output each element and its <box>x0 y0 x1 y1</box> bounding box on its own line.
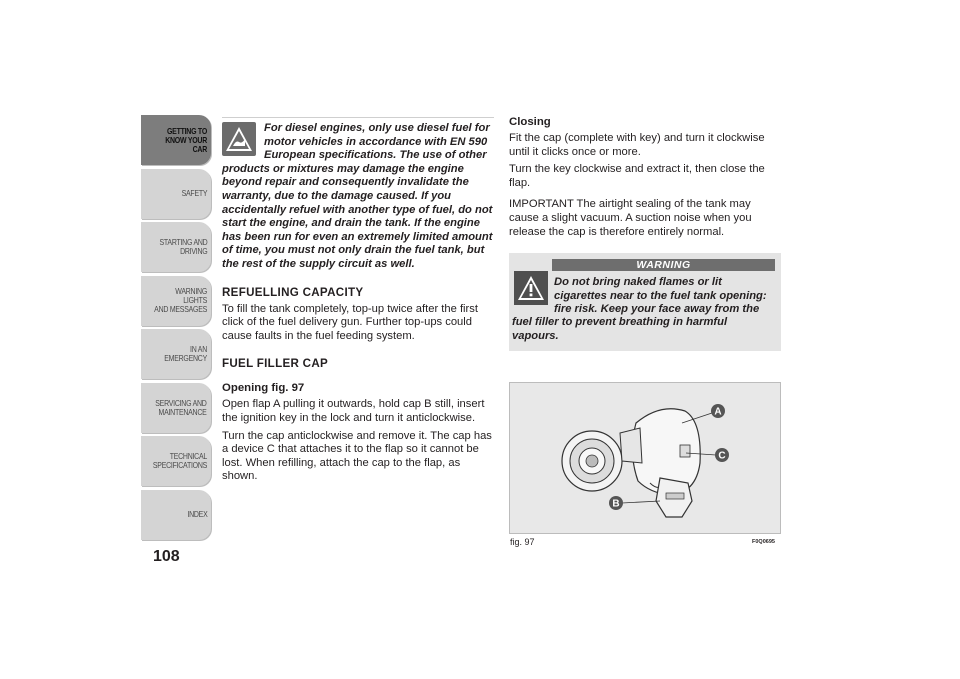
diesel-note: For diesel engines, only use diesel fuel for motor vehicles in accordance with EN 590 European specifications. The use of other products or mixtures may damage the engine beyond repair and consequently invalidate the warranty, due to the damage caused. If you accidentally refuel with another type of fuel, do not start the engine, and drain the tank. If the engine has been run for even an extremely limited amount of time, you must not only drain the fuel tank, but the rest of the supply circuit as well. <box>222 122 493 270</box>
figure-caption: fig. 97 <box>510 537 535 547</box>
page-number: 108 <box>153 548 180 565</box>
tab-safety[interactable]: SAFETY <box>141 169 211 219</box>
opening-heading: Opening fig. 97 <box>222 382 305 395</box>
tab-getting-to-know-your-car[interactable]: GETTING TO KNOW YOUR CAR <box>141 115 211 165</box>
left-column <box>222 118 494 488</box>
refuelling-capacity-heading: REFUELLING CAPACITY <box>222 285 364 299</box>
label-b: B <box>612 498 620 510</box>
label-a: A <box>714 406 722 418</box>
tab-index[interactable]: INDEX <box>141 490 211 540</box>
tab-technical-specifications[interactable]: TECHNICAL SPECIFICATIONS <box>141 436 211 486</box>
fuel-cap-illustration <box>510 383 780 533</box>
tab-starting-and-driving[interactable]: STARTING AND DRIVING <box>141 222 211 272</box>
closing-heading: Closing <box>509 116 551 128</box>
fuel-filler-cap-heading: FUEL FILLER CAP <box>222 357 329 371</box>
fuel-cap-figure <box>509 382 781 534</box>
tab-warning-lights[interactable]: WARNING LIGHTS AND MESSAGES <box>141 276 211 326</box>
refuelling-capacity-text: To fill the tank completely, top-up twice after the first click of the fuel delivery gun. Further top-ups could cause faults in the fuel feeding system. <box>222 302 478 342</box>
chapter-tabs <box>141 115 211 543</box>
figure-code: F0Q0695 <box>752 539 775 545</box>
warning-text: Do not bring naked flames or lit cigarettes near to the fuel tank opening: fire risk. Keep your face away from the fuel filler to prevent breathing in harmful vapours. <box>512 276 767 342</box>
diesel-warning-icon <box>222 122 256 156</box>
label-c: C <box>718 450 726 462</box>
closing-paragraph-2: Turn the key clockwise and extract it, then close the flap. <box>509 163 765 189</box>
closing-paragraph-1: Fit the cap (complete with key) and turn it clockwise until it clicks once or more. <box>509 132 765 158</box>
tab-in-an-emergency[interactable]: IN AN EMERGENCY <box>141 329 211 379</box>
closing-paragraph-3: IMPORTANT The airtight sealing of the tank may cause a slight vacuum. A suction noise when you release the cap is therefore entirely normal. <box>509 198 752 238</box>
warning-title: WARNING <box>552 259 775 271</box>
opening-paragraph-2: Turn the cap anticlockwise and remove it. The cap has a device C that attaches it to the flap so it cannot be lost. When refilling, attach the cap to the flap, as shown. <box>222 429 492 483</box>
right-column <box>509 116 781 351</box>
warning-box <box>509 253 781 351</box>
tab-servicing[interactable]: SERVICING AND MAINTENANCE <box>141 383 211 433</box>
warning-triangle-icon <box>514 271 548 305</box>
opening-paragraph-1: Open flap A pulling it outwards, hold cap B still, insert the ignition key in the lock and turn it anticlockwise. <box>222 398 485 424</box>
